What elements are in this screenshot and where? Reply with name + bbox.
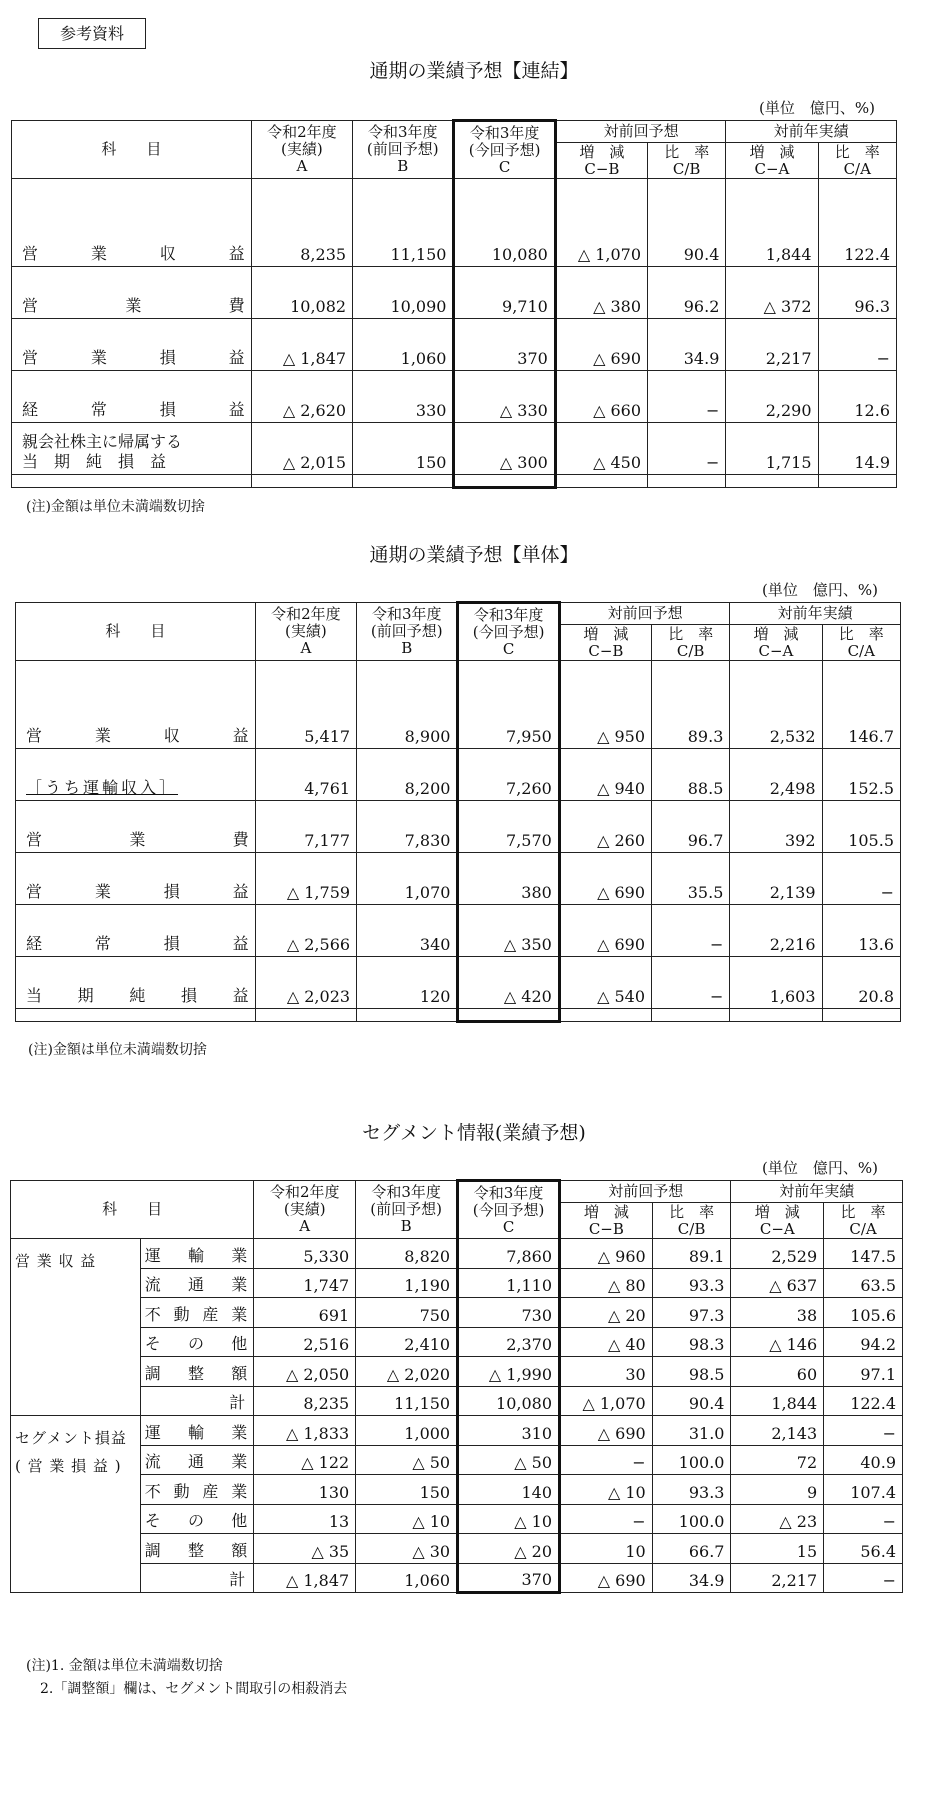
cell-c: 1,110	[458, 1268, 560, 1298]
reference-badge: 参考資料	[38, 18, 146, 49]
cell-b: 120	[357, 957, 458, 1009]
cell-ca: △ 146	[731, 1327, 824, 1357]
cell-b: △ 2,020	[356, 1357, 458, 1387]
cell-a: 8,235	[251, 179, 352, 267]
header-ca-ratio: 比 率 C/A	[818, 143, 896, 179]
header-ca-ratio: 比 率 C/A	[822, 625, 900, 661]
cell-car: 122.4	[824, 1386, 903, 1416]
cell-b: 10,090	[353, 267, 454, 319]
cell-c: 7,260	[458, 749, 559, 801]
header-vs-prev-year: 対前年実績	[726, 121, 897, 143]
cell-c: △ 50	[458, 1445, 560, 1475]
cell-ca: 392	[730, 801, 822, 853]
standalone-title: 通期の業績予想【単体】	[369, 544, 579, 566]
cell-cbr: 35.5	[652, 853, 730, 905]
cell-cbr: 98.3	[652, 1327, 731, 1357]
cell-a: △ 2,015	[251, 423, 352, 475]
header-cb-ratio: 比 率 C/B	[648, 143, 726, 179]
row-label: 営 業 費	[12, 267, 252, 319]
cell-c: △ 420	[458, 957, 559, 1009]
header-col-b: 令和3年度 (前回予想) B	[357, 603, 458, 661]
cell-b: 8,200	[357, 749, 458, 801]
table-row	[16, 957, 901, 1009]
cell-cbr: −	[648, 371, 726, 423]
segment-sub-label: そ の 他	[140, 1327, 254, 1357]
row-label: 親会社株主に帰属する 当 期 純 損 益	[12, 423, 252, 475]
cell-cbr: 93.3	[652, 1268, 731, 1298]
header-cb: 増 減 C−B	[559, 625, 651, 661]
header-vs-prev-year: 対前年実績	[731, 1181, 903, 1203]
header-subject: 科 目	[11, 1181, 254, 1239]
cell-cbr: −	[652, 957, 730, 1009]
cell-cb: △ 80	[560, 1268, 653, 1298]
header-col-c: 令和3年度 (今回予想) C	[454, 121, 555, 179]
segment-sub-label: 運 輸 業	[140, 1416, 254, 1446]
cell-car: 107.4	[824, 1475, 903, 1505]
segment-sub-label: 不 動 産 業	[140, 1298, 254, 1328]
row-label: 営 業 収 益	[12, 179, 252, 267]
table-row	[12, 267, 897, 319]
table-row	[11, 1475, 903, 1505]
cell-car: 97.1	[824, 1357, 903, 1387]
segment-note-1: (注)1. 金額は単位未満端数切捨	[26, 1658, 223, 1674]
table-row	[12, 423, 897, 475]
table-row	[16, 661, 901, 749]
segment-group-label: 営 業 収 益	[11, 1239, 141, 1416]
table-row	[11, 1386, 903, 1416]
segment-title: セグメント情報(業績予想)	[362, 1122, 586, 1144]
cell-car: 146.7	[822, 661, 900, 749]
cell-b: 340	[357, 905, 458, 957]
cell-car: −	[818, 319, 896, 371]
cell-car: 56.4	[824, 1534, 903, 1564]
cell-b: 1,190	[356, 1268, 458, 1298]
cell-car: 147.5	[824, 1239, 903, 1269]
header-col-b: 令和3年度 (前回予想) B	[353, 121, 454, 179]
cell-a: △ 122	[254, 1445, 356, 1475]
row-label: 営 業 費	[16, 801, 256, 853]
cell-car: −	[824, 1416, 903, 1446]
cell-cb: △ 1,070	[560, 1386, 653, 1416]
cell-ca: 60	[731, 1357, 824, 1387]
header-vs-prev-forecast: 対前回予想	[559, 603, 730, 625]
cell-a: 130	[254, 1475, 356, 1505]
cell-b: △ 30	[356, 1534, 458, 1564]
segment-table	[10, 1179, 903, 1594]
cell-car: −	[822, 853, 900, 905]
table-row	[16, 749, 901, 801]
header-cb-ratio: 比 率 C/B	[652, 625, 730, 661]
segment-subtotal-label: 計	[140, 1386, 254, 1416]
cell-cb: △ 20	[560, 1298, 653, 1328]
row-label: 当 期 純 損 益	[16, 957, 256, 1009]
cell-c: 370	[458, 1563, 560, 1593]
cell-b: 8,820	[356, 1239, 458, 1269]
cell-cb: −	[560, 1504, 653, 1534]
cell-c: 140	[458, 1475, 560, 1505]
cell-car: 152.5	[822, 749, 900, 801]
cell-c: 2,370	[458, 1327, 560, 1357]
row-label: 営 業 損 益	[12, 319, 252, 371]
cell-a: △ 2,566	[255, 905, 356, 957]
cell-c: △ 300	[454, 423, 555, 475]
cell-cb: △ 540	[559, 957, 651, 1009]
consolidated-unit: (単位 億円、%)	[759, 99, 875, 117]
cell-b: 150	[356, 1475, 458, 1505]
cell-ca: 1,603	[730, 957, 822, 1009]
table-row	[11, 1357, 903, 1387]
cell-ca: 15	[731, 1534, 824, 1564]
cell-a: 2,516	[254, 1327, 356, 1357]
table-row	[11, 1416, 903, 1446]
cell-b: 330	[353, 371, 454, 423]
cell-cb: △ 950	[559, 661, 651, 749]
cell-cb: △ 380	[555, 267, 647, 319]
table-row	[11, 1534, 903, 1564]
cell-ca: 1,844	[731, 1386, 824, 1416]
cell-ca: △ 637	[731, 1268, 824, 1298]
cell-ca: 38	[731, 1298, 824, 1328]
header-col-c: 令和3年度 (今回予想) C	[458, 1181, 560, 1239]
cell-cb: △ 260	[559, 801, 651, 853]
cell-b: 150	[353, 423, 454, 475]
segment-subtotal-label: 計	[140, 1563, 254, 1593]
table-row	[12, 179, 897, 267]
cell-b: 1,000	[356, 1416, 458, 1446]
cell-c: 310	[458, 1416, 560, 1446]
cell-cbr: 100.0	[652, 1445, 731, 1475]
cell-c: △ 1,990	[458, 1357, 560, 1387]
cell-a: 5,330	[254, 1239, 356, 1269]
cell-a: △ 2,620	[251, 371, 352, 423]
cell-b: 11,150	[353, 179, 454, 267]
header-cb-ratio: 比 率 C/B	[652, 1203, 731, 1239]
cell-ca: 2,532	[730, 661, 822, 749]
cell-cb: △ 1,070	[555, 179, 647, 267]
cell-ca: 9	[731, 1475, 824, 1505]
cell-car: 105.6	[824, 1298, 903, 1328]
header-subject: 科 目	[12, 121, 252, 179]
cell-a: △ 1,847	[251, 319, 352, 371]
header-vs-prev-year: 対前年実績	[730, 603, 901, 625]
cell-car: 20.8	[822, 957, 900, 1009]
row-label: 営 業 収 益	[16, 661, 256, 749]
cell-b: 8,900	[357, 661, 458, 749]
cell-a: △ 1,833	[254, 1416, 356, 1446]
header-col-a: 令和2年度 (実績) A	[254, 1181, 356, 1239]
header-vs-prev-forecast: 対前回予想	[555, 121, 726, 143]
header-subject: 科 目	[16, 603, 256, 661]
header-col-c: 令和3年度 (今回予想) C	[458, 603, 559, 661]
cell-cbr: 34.9	[648, 319, 726, 371]
segment-sub-label: 不 動 産 業	[140, 1475, 254, 1505]
segment-sub-label: 流 通 業	[140, 1268, 254, 1298]
cell-cbr: 90.4	[652, 1386, 731, 1416]
header-ca-ratio: 比 率 C/A	[824, 1203, 903, 1239]
cell-car: 12.6	[818, 371, 896, 423]
cell-a: △ 35	[254, 1534, 356, 1564]
cell-car: 96.3	[818, 267, 896, 319]
cell-cbr: 96.2	[648, 267, 726, 319]
segment-sub-label: そ の 他	[140, 1504, 254, 1534]
cell-car: 94.2	[824, 1327, 903, 1357]
cell-car: 40.9	[824, 1445, 903, 1475]
header-ca: 増 減 C−A	[731, 1203, 824, 1239]
cell-b: 1,060	[353, 319, 454, 371]
header-cb: 増 減 C−B	[555, 143, 647, 179]
cell-cb: △ 940	[559, 749, 651, 801]
segment-group-label: セグメント損益 ( 営 業 損 益 )	[11, 1416, 141, 1593]
cell-ca: 2,290	[726, 371, 818, 423]
cell-cb: △ 690	[560, 1563, 653, 1593]
segment-sub-label: 運 輸 業	[140, 1239, 254, 1269]
cell-b: 1,070	[357, 853, 458, 905]
header-vs-prev-forecast: 対前回予想	[560, 1181, 731, 1203]
header-ca: 増 減 C−A	[730, 625, 822, 661]
consolidated-table	[11, 119, 897, 489]
cell-ca: 2,216	[730, 905, 822, 957]
table-row	[11, 1327, 903, 1357]
cell-a: △ 1,759	[255, 853, 356, 905]
cell-a: 7,177	[255, 801, 356, 853]
cell-c: 10,080	[454, 179, 555, 267]
cell-c: 380	[458, 853, 559, 905]
cell-c: 730	[458, 1298, 560, 1328]
cell-cbr: 66.7	[652, 1534, 731, 1564]
cell-ca: 2,143	[731, 1416, 824, 1446]
cell-a: 691	[254, 1298, 356, 1328]
cell-cbr: 93.3	[652, 1475, 731, 1505]
cell-c: 7,860	[458, 1239, 560, 1269]
cell-cbr: 97.3	[652, 1298, 731, 1328]
cell-cbr: 96.7	[652, 801, 730, 853]
cell-c: 10,080	[458, 1386, 560, 1416]
cell-a: △ 2,023	[255, 957, 356, 1009]
table-row	[12, 371, 897, 423]
table-row	[11, 1563, 903, 1593]
cell-c: 7,950	[458, 661, 559, 749]
cell-cbr: 100.0	[652, 1504, 731, 1534]
row-label: 経 常 損 益	[16, 905, 256, 957]
cell-cbr: 89.3	[652, 661, 730, 749]
segment-notes	[26, 1655, 347, 1701]
segment-note-2: 2.「調整額」欄は、セグメント間取引の相殺消去	[40, 1681, 348, 1697]
cell-a: 1,747	[254, 1268, 356, 1298]
cell-car: −	[824, 1504, 903, 1534]
table-row	[11, 1504, 903, 1534]
cell-b: 7,830	[357, 801, 458, 853]
cell-b: △ 50	[356, 1445, 458, 1475]
table-row	[11, 1239, 903, 1269]
cell-ca: 1,715	[726, 423, 818, 475]
cell-ca: 2,217	[731, 1563, 824, 1593]
segment-sub-label: 調 整 額	[140, 1357, 254, 1387]
cell-car: 122.4	[818, 179, 896, 267]
standalone-note: (注)金額は単位未満端数切捨	[28, 1042, 207, 1058]
header-col-b: 令和3年度 (前回予想) B	[356, 1181, 458, 1239]
table-row	[16, 905, 901, 957]
cell-ca: 2,217	[726, 319, 818, 371]
row-label: ［うち運輸収入］	[16, 749, 256, 801]
cell-cb: △ 660	[555, 371, 647, 423]
cell-ca: 72	[731, 1445, 824, 1475]
cell-ca: 1,844	[726, 179, 818, 267]
table-row	[16, 801, 901, 853]
table-row	[11, 1268, 903, 1298]
cell-cb: △ 450	[555, 423, 647, 475]
cell-c: △ 330	[454, 371, 555, 423]
cell-c: △ 350	[458, 905, 559, 957]
cell-cb: △ 960	[560, 1239, 653, 1269]
cell-cbr: −	[648, 423, 726, 475]
cell-car: 13.6	[822, 905, 900, 957]
segment-unit: (単位 億円、%)	[762, 1159, 878, 1177]
cell-ca: △ 372	[726, 267, 818, 319]
cell-cbr: 89.1	[652, 1239, 731, 1269]
standalone-unit: (単位 億円、%)	[762, 581, 878, 599]
cell-c: 9,710	[454, 267, 555, 319]
cell-cbr: 88.5	[652, 749, 730, 801]
table-row	[11, 1298, 903, 1328]
cell-cbr: 31.0	[652, 1416, 731, 1446]
header-col-a: 令和2年度 (実績) A	[251, 121, 352, 179]
cell-ca: △ 23	[731, 1504, 824, 1534]
cell-cbr: 98.5	[652, 1357, 731, 1387]
header-cb: 増 減 C−B	[560, 1203, 653, 1239]
cell-ca: 2,139	[730, 853, 822, 905]
cell-car: −	[824, 1563, 903, 1593]
cell-a: 13	[254, 1504, 356, 1534]
cell-a: 10,082	[251, 267, 352, 319]
cell-cb: 30	[560, 1357, 653, 1387]
cell-b: 1,060	[356, 1563, 458, 1593]
segment-sub-label: 流 通 業	[140, 1445, 254, 1475]
cell-cbr: 90.4	[648, 179, 726, 267]
header-col-a: 令和2年度 (実績) A	[255, 603, 356, 661]
cell-ca: 2,529	[731, 1239, 824, 1269]
standalone-table	[15, 601, 901, 1023]
cell-cb: △ 690	[555, 319, 647, 371]
table-row	[12, 319, 897, 371]
segment-sub-label: 調 整 額	[140, 1534, 254, 1564]
cell-b: △ 10	[356, 1504, 458, 1534]
cell-a: △ 2,050	[254, 1357, 356, 1387]
cell-car: 105.5	[822, 801, 900, 853]
cell-car: 63.5	[824, 1268, 903, 1298]
cell-cb: △ 10	[560, 1475, 653, 1505]
consolidated-note: (注)金額は単位未満端数切捨	[26, 499, 205, 515]
cell-cb: △ 690	[559, 853, 651, 905]
cell-c: △ 10	[458, 1504, 560, 1534]
cell-cb: −	[560, 1445, 653, 1475]
cell-car: 14.9	[818, 423, 896, 475]
cell-cb: △ 690	[559, 905, 651, 957]
cell-cb: △ 40	[560, 1327, 653, 1357]
cell-a: 5,417	[255, 661, 356, 749]
cell-a: 8,235	[254, 1386, 356, 1416]
consolidated-title: 通期の業績予想【連結】	[369, 60, 579, 82]
cell-b: 750	[356, 1298, 458, 1328]
cell-a: △ 1,847	[254, 1563, 356, 1593]
cell-cbr: −	[652, 905, 730, 957]
cell-c: 370	[454, 319, 555, 371]
cell-c: 7,570	[458, 801, 559, 853]
cell-ca: 2,498	[730, 749, 822, 801]
cell-cb: △ 690	[560, 1416, 653, 1446]
row-label: 営 業 損 益	[16, 853, 256, 905]
table-row	[11, 1445, 903, 1475]
cell-b: 11,150	[356, 1386, 458, 1416]
cell-a: 4,761	[255, 749, 356, 801]
cell-cbr: 34.9	[652, 1563, 731, 1593]
cell-b: 2,410	[356, 1327, 458, 1357]
table-row	[16, 853, 901, 905]
row-label: 経 常 損 益	[12, 371, 252, 423]
header-ca: 増 減 C−A	[726, 143, 818, 179]
cell-cb: 10	[560, 1534, 653, 1564]
cell-c: △ 20	[458, 1534, 560, 1564]
